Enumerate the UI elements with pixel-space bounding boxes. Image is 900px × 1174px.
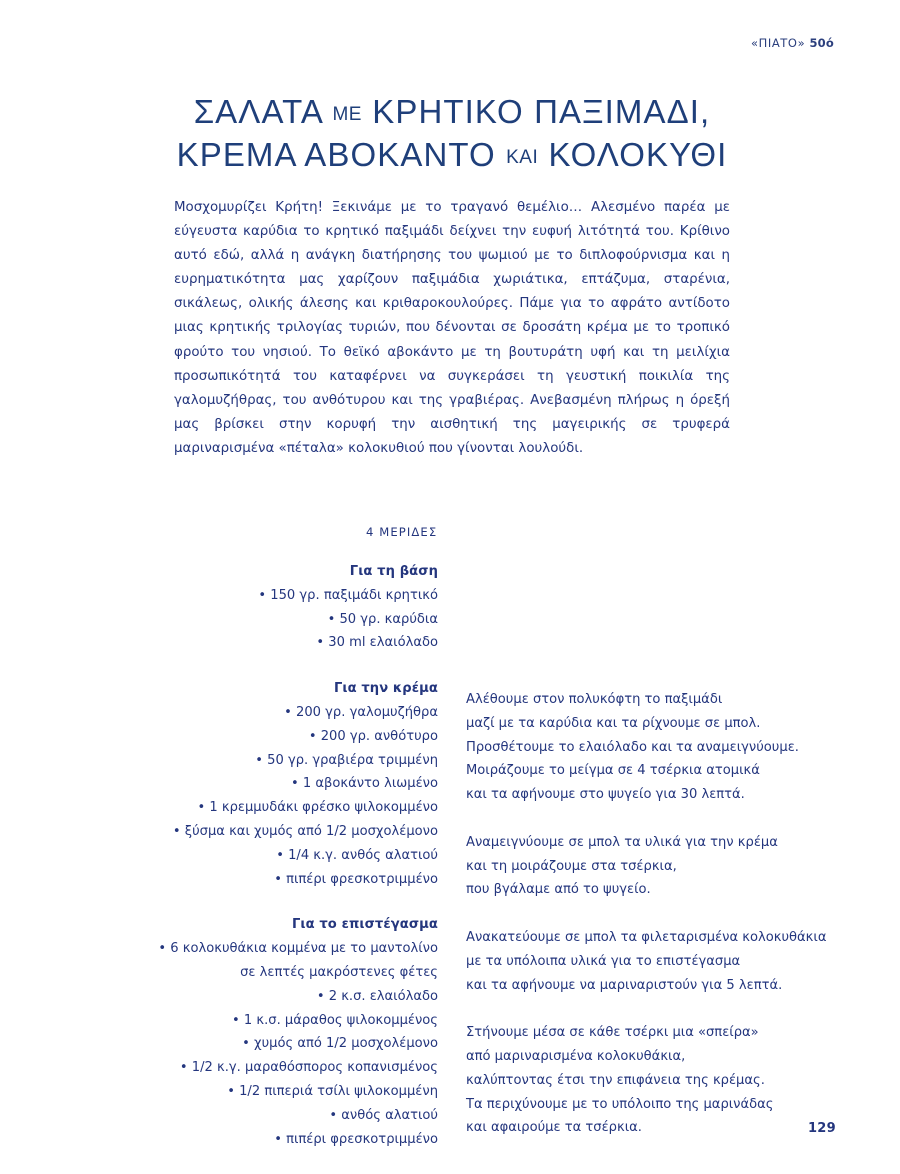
page-title-line-1	[174, 92, 730, 135]
ingredient-group-topping	[150, 913, 438, 1151]
ingredients-column	[150, 560, 438, 1151]
page-title-line-1-small: ΜΕ	[332, 104, 362, 125]
instruction-line: Αναμειγνύουμε σε μπολ τα υλικά για την κρέμα	[466, 834, 778, 850]
ingredient-item: • 150 γρ. παξιμάδι κρητικό	[258, 587, 438, 603]
instruction-line: από μαριναρισμένα κολοκυθάκια,	[466, 1048, 686, 1064]
instruction-line: καλύπτοντας έτσι την επιφάνεια της κρέμας.	[466, 1072, 765, 1088]
ingredient-group-heading: Για το επιστέγασμα	[291, 917, 438, 933]
ingredient-item: • ξύσμα και χυμός από 1/2 μοσχολέμονο	[172, 823, 438, 839]
ingredient-item: • 1 αβοκάντο λιωμένο	[291, 776, 438, 792]
ingredient-item: • 1/4 κ.γ. ανθός αλατιού	[276, 847, 438, 863]
instruction-line: Μοιράζουμε το μείγμα σε 4 τσέρκια ατομικά	[466, 763, 760, 779]
ingredient-item-continuation: σε λεπτές μακρόστενες φέτες	[240, 964, 438, 980]
page-number: 129	[807, 1121, 836, 1136]
instruction-group	[466, 688, 806, 807]
page-title	[174, 92, 730, 178]
page-title-line-1-part-2: ΚΡΗΤΙΚΟ ΠΑΞΙΜΑΔΙ,	[361, 93, 711, 130]
ingredient-item: • 1/2 κ.γ. μαραθόσπορος κοπανισμένος	[179, 1060, 438, 1076]
page-title-line-1-part-1: ΣΑΛΑΤΑ	[193, 93, 333, 130]
intro-paragraph	[174, 196, 730, 461]
instruction-line: Αλέθουμε στον πολυκόφτη το παξιμάδι	[466, 692, 723, 707]
ingredient-item: • 30 ml ελαιόλαδο	[316, 635, 438, 651]
instruction-line: με τα υπόλοιπα υλικά για το επιστέγασμα	[466, 953, 741, 969]
instruction-line: Τα περιχύνουμε με το υπόλοιπο της μαρινάδας	[466, 1096, 774, 1112]
ingredient-item: • 1 κ.σ. μάραθος ψιλοκομμένος	[232, 1012, 438, 1028]
instruction-group	[466, 831, 806, 902]
instruction-line: Ανακατεύουμε σε μπολ τα φιλεταρισμένα κολοκυθάκια	[466, 929, 827, 945]
instruction-line: και τη μοιράζουμε στα τσέρκια,	[466, 858, 677, 874]
instruction-group	[466, 926, 827, 997]
page-title-line-2-part-2: ΚΟΛΟΚΥΘΙ	[538, 136, 728, 173]
instruction-line: Προσθέτουμε το ελαιόλαδο και τα αναμειγνύουμε.	[466, 739, 799, 755]
instruction-group	[466, 1021, 806, 1140]
ingredient-item: • 1 κρεμμυδάκι φρέσκο ψιλοκομμένο	[197, 800, 438, 816]
ingredient-item: • 50 γρ. γραβιέρα τριμμένη	[255, 752, 438, 768]
ingredient-item: • 50 γρ. καρύδια	[327, 611, 438, 627]
ingredient-item: • 6 κολοκυθάκια κομμένα με το μαντολίνο	[158, 941, 438, 957]
servings-label: 4 ΜΕΡΙΔΕΣ	[366, 525, 438, 539]
ingredient-group-cream	[150, 677, 438, 891]
ingredient-item: • 1/2 πιπεριά τσίλι ψιλοκομμένη	[227, 1083, 438, 1099]
intro-text: Μοσχομυρίζει Κρήτη! Ξεκινάμε με το τραγανό θεμέλιο… Αλεσμένο παρέα με εύγευστα καρύδια το κρητικό παξιμάδι δείχνει την ευφυή λιτότητά του. Κρίθινο αυτό εδώ, αλλά η ανάγκη διατήρησης του ψωμιού με το διπλοφούρνισμα και η ευρηματικότητα μας χαρίζουν παξιμάδια χωριάτικα, επτάζυμα, σταρένια, σικάλεως, ολικής άλεσης και κριθαροκουλούρες. Πάμε για το αφράτο αντίδοτο μιας κρητικής τριλογίας τυριών, που δένονται σε δροσάτη κρέμα με το τροπικό φρούτο του νησιού. Το θεϊκό αβοκάντο με τη βουτυράτη υφή και τη μειλίχια προσωπικότητά του καταφέρνει να συγκεράσει τη γευστική ποικιλία της γαλομυζήθρας, του ανθότυρου και της γραβιέρας. Ανεβασμένη πλήρως η όρεξή μας βρίσκει στην κορυφή την αισθητική της μαγειρικής σε τρυφερά μαριναρισμένα «πέταλα» κολοκυθιού που γίνονται λουλούδι.	[174, 200, 730, 456]
ingredient-item: • 200 γρ. γαλομυζήθρα	[284, 704, 438, 720]
ingredient-item: • 200 γρ. ανθότυρο	[308, 728, 438, 744]
ingredient-item: • πιπέρι φρεσκοτριμμένο	[274, 1131, 438, 1147]
ingredient-group-heading: Για την κρέμα	[333, 681, 438, 697]
page-title-line-2-small: ΚΑΙ	[506, 147, 539, 168]
running-head	[751, 36, 834, 50]
ingredient-group-base	[150, 560, 438, 655]
instruction-line: και τα αφήνουμε στο ψυγείο για 30 λεπτά.	[466, 787, 745, 803]
running-head-number: 50ό	[809, 36, 834, 50]
instruction-line: μαζί με τα καρύδια και τα ρίχνουμε σε μπολ.	[466, 715, 761, 731]
page-title-line-2	[174, 135, 730, 178]
instruction-line: που βγάλαμε από το ψυγείο.	[466, 882, 651, 898]
ingredient-item: • ανθός αλατιού	[329, 1107, 438, 1123]
ingredient-group-heading: Για τη βάση	[349, 564, 438, 579]
ingredient-item: • πιπέρι φρεσκοτριμμένο	[274, 871, 438, 887]
instruction-line: και αφαιρούμε τα τσέρκια.	[466, 1120, 642, 1136]
page-title-line-2-part-1: ΚΡΕΜΑ ΑΒΟΚΑΝΤΟ	[176, 136, 507, 173]
ingredient-item: • 2 κ.σ. ελαιόλαδο	[316, 988, 438, 1004]
running-head-label: «ΠΙΑΤΟ»	[750, 36, 810, 50]
ingredient-item: • χυμός από 1/2 μοσχολέμονο	[242, 1036, 438, 1052]
instruction-line: Στήνουμε μέσα σε κάθε τσέρκι μια «σπείρα»	[466, 1025, 759, 1041]
instruction-line: και τα αφήνουμε να μαριναριστούν για 5 λεπτά.	[466, 977, 783, 993]
